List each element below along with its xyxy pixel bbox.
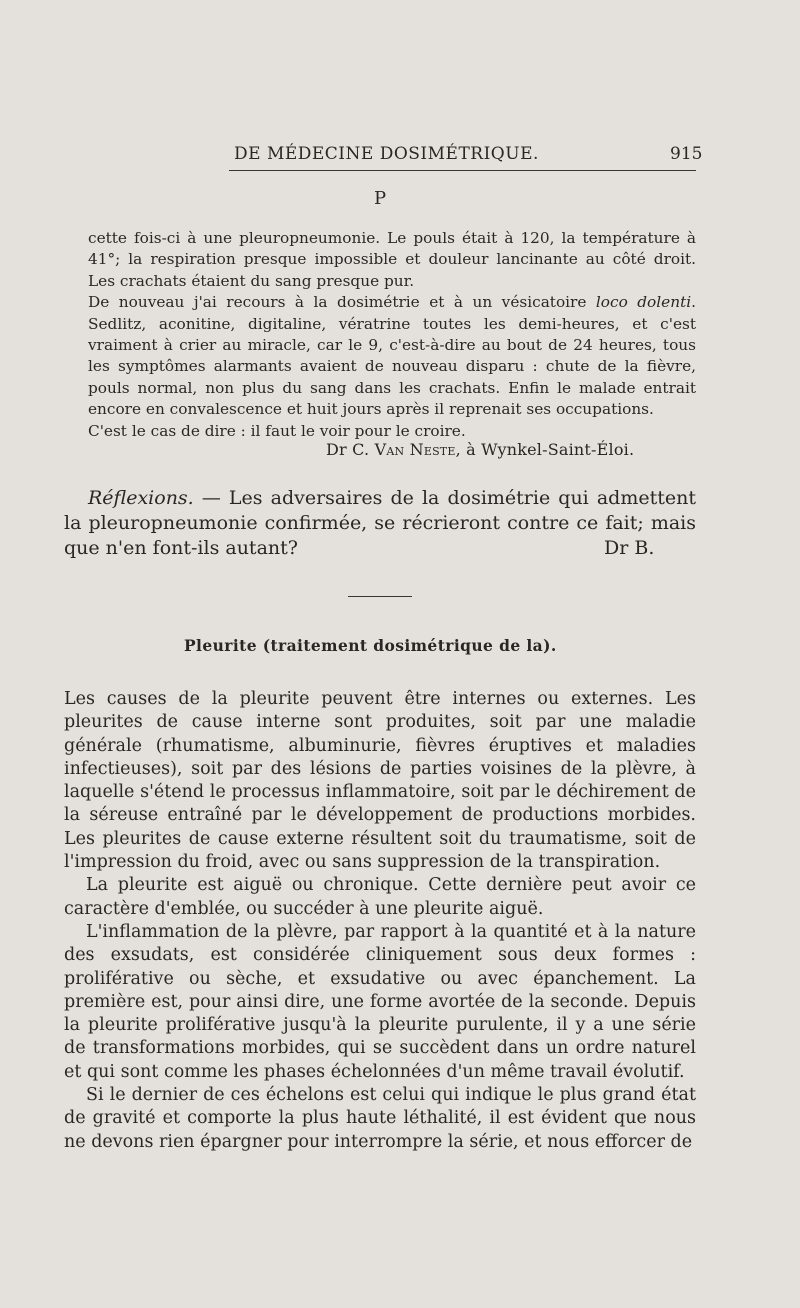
- signature-place: , à Wynkel-Saint-Éloi.: [455, 440, 635, 459]
- section-body: [64, 688, 696, 1154]
- body-paragraph-2: La pleurite est aiguë ou chronique. Cette dernière peut avoir ce caractère d'emblée, ou succéder à une pleurite aiguë.: [64, 875, 696, 919]
- section-title: Pleurite (traitement dosimétrique de la).: [184, 636, 557, 655]
- reflexions-paragraph: [64, 486, 696, 561]
- running-title: DE MÉDECINE DOSIMÉTRIQUE.: [234, 144, 539, 164]
- reflexions-label: Réflexions.: [88, 487, 194, 509]
- header-rule: [229, 170, 696, 171]
- body-paragraph-3: L'inflammation de la plèvre, par rapport à la quantité et à la nature des exsudats, est considérée cliniquement sous deux formes : proliférative ou sèche, et exsudative ou avec épanchement. La première est, pour ainsi dire, une forme avortée de la seconde. Depuis la pleurite proliférative jusqu'à la pleurite purulente, il y a une série de transformations morbides, qui se succèdent dans un ordre naturel et qui sont comme les phases échelonnées d'un même travail évolutif.: [64, 921, 696, 1082]
- reflexions-text: — Les adversaires de la dosimétrie qui admettent la pleuropneumonie confirmée, se récrieront contre ce fait; mais que n'en font-ils autant?: [64, 487, 696, 559]
- case-paragraph-2-end: . Sedlitz, aconitine, digitaline, vératrine toutes les demi-heures, et c'est vraiment à crier au miracle, car le 9, c'est-à-dire au bout de 24 heures, tous les symptômes alarmants avaient de nouveau disparu : chute de la fièvre, pouls normal, non plus du sang dans les crachats. Enfin le malade entrait encore en convalescence et huit jours après il reprenait ses occupations.: [88, 293, 696, 419]
- case-paragraph-2: [88, 292, 696, 420]
- signature-name: Van Neste: [374, 440, 456, 459]
- case-paragraph-1: cette fois-ci à une pleuropneumonie. Le pouls était à 120, la température à 41°; la respiration presque impossible et douleur lancinante au côté droit. Les crachats étaient du sang presque pur.: [88, 229, 696, 290]
- case-paragraph-2-start: De nouveau j'ai recours à la dosimétrie et à un vésicatoire: [88, 293, 596, 312]
- case-paragraph-3: C'est le cas de dire : il faut le voir pour le croire.: [88, 421, 466, 440]
- body-paragraph-4: Si le dernier de ces échelons est celui qui indique le plus grand état de gravité et comporte la plus haute léthalité, il est évident que nous ne devons rien épargner pour interrompre la série, et nous efforcer de: [64, 1085, 696, 1152]
- case-signature: [326, 440, 634, 459]
- body-paragraph-1: Les causes de la pleurite peuvent être internes ou externes. Les pleurites de cause interne sont produites, soit par une maladie générale (rhumatisme, albuminurie, fièvres éruptives et maladies infectieuses), soit par des lésions de parties voisines de la plèvre, à laquelle s'étend le processus inflammatoire, soit par le déchirement de la séreuse entraîné par le développement de productions morbides. Les pleurites de cause externe résultent soit du traumatisme, soit de l'impression du froid, avec ou sans suppression de la transpiration.: [64, 689, 696, 873]
- case-report: [88, 228, 696, 442]
- case-paragraph-2-italic: loco dolenti: [595, 293, 692, 312]
- signature-mark: P: [374, 188, 387, 209]
- page-number: 915: [670, 144, 703, 164]
- reflexions-signature: Dr B.: [604, 537, 655, 559]
- signature-prefix: Dr C.: [326, 440, 370, 459]
- section-divider: [348, 596, 412, 597]
